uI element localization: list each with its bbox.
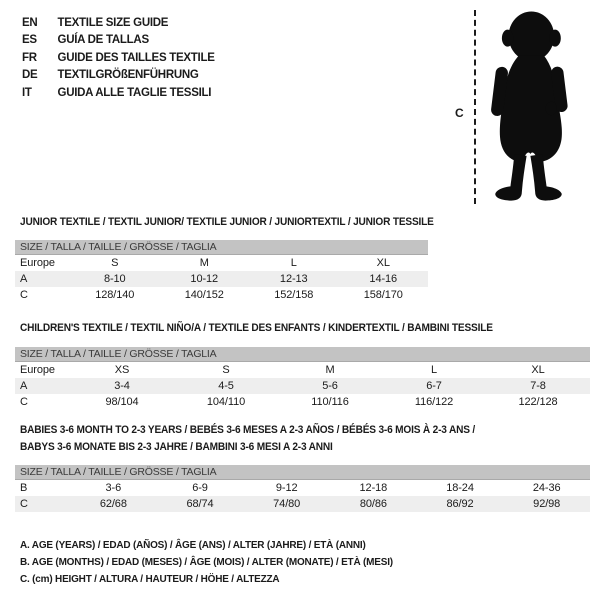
table-cell: 12-18	[359, 482, 388, 494]
baby-silhouette-icon	[481, 8, 576, 206]
section-title-line: BABIES 3-6 MONTH TO 2-3 YEARS / BEBÉS 3-6 MESES A 2-3 AÑOS / BÉBÉS 3-6 MOIS À 2-3 ANS /	[20, 424, 476, 436]
table-cell: 152/158	[274, 289, 314, 301]
table-cell: 6-9	[192, 482, 208, 494]
table-cell: 24-36	[532, 482, 561, 494]
language-row	[22, 31, 215, 49]
size-header-bar: SIZE / TALLA / TAILLE / GRÖSSE / TAGLIA	[15, 240, 428, 255]
language-title: GUIDE DES TAILLES TEXTILE	[57, 49, 215, 64]
table-row	[15, 255, 428, 271]
row-label: C	[20, 396, 28, 408]
table-row	[15, 362, 590, 378]
table-cell: 116/122	[414, 396, 454, 408]
row-label: Europe	[20, 364, 55, 376]
language-code: FR	[22, 49, 37, 64]
table-cell: 86/92	[446, 498, 474, 510]
note-age-months: B. AGE (MONTHS) / EDAD (MESES) / ÂGE (MOIS) / ALTER (MONATE) / ETÀ (MESI)	[20, 556, 393, 569]
size-header-bar: SIZE / TALLA / TAILLE / GRÖSSE / TAGLIA	[15, 347, 590, 362]
language-title: GUIDA ALLE TAGLIE TESSILI	[57, 84, 212, 99]
table-cell: 158/170	[363, 289, 403, 301]
table-cell: 74/80	[273, 498, 301, 510]
language-title: GUÍA DE TALLAS	[57, 32, 149, 47]
table-cell: 12-13	[279, 273, 308, 285]
table-cell: XS	[114, 364, 130, 376]
language-code: IT	[22, 84, 32, 99]
row-label: Europe	[20, 257, 55, 269]
table-cell: 14-16	[369, 273, 398, 285]
junior-section-title	[20, 214, 434, 231]
table-cell: XL	[531, 364, 545, 376]
section-title-line: BABYS 3-6 MONATE BIS 2-3 JAHRE / BAMBINI 3-6 MESI A 2-3 ANNI	[20, 441, 333, 453]
table-cell: 5-6	[322, 380, 338, 392]
table-cell: 3-6	[105, 482, 122, 494]
table-row	[15, 271, 428, 287]
language-code: DE	[22, 67, 38, 82]
table-cell: 10-12	[190, 273, 219, 285]
table-cell: 3-4	[114, 380, 130, 392]
table-cell: 9-12	[275, 482, 298, 494]
row-label: A	[20, 273, 28, 285]
language-row	[22, 83, 215, 101]
table-cell: 18-24	[446, 482, 474, 494]
table-cell: M	[199, 257, 209, 269]
table-cell: 6-7	[426, 380, 442, 392]
babies-size-table	[15, 465, 590, 512]
row-label: A	[20, 380, 28, 392]
section-title-line: CHILDREN'S TEXTILE / TEXTIL NIÑO/A / TEXTILE DES ENFANTS / KINDERTEXTIL / BAMBINI TESSILE	[20, 322, 493, 334]
language-row	[22, 66, 215, 84]
table-cell: M	[325, 364, 335, 376]
babies-section-title	[20, 422, 475, 456]
row-label: B	[20, 482, 28, 494]
height-measure-label: C	[455, 106, 464, 120]
table-row	[15, 394, 590, 410]
section-title-line: JUNIOR TEXTILE / TEXTIL JUNIOR/ TEXTILE JUNIOR / JUNIORTEXTIL / JUNIOR TESSILE	[20, 216, 434, 228]
row-label: C	[20, 289, 28, 301]
language-list	[22, 13, 223, 101]
language-row	[22, 48, 215, 66]
table-cell: 122/128	[518, 396, 558, 408]
language-code: EN	[22, 14, 38, 29]
table-cell: XL	[376, 257, 390, 269]
language-title: TEXTILGRÖßENFÜHRUNG	[57, 67, 199, 82]
table-cell: L	[290, 257, 297, 269]
table-cell: 7-8	[530, 380, 546, 392]
table-row	[15, 378, 590, 394]
table-cell: 4-5	[218, 380, 234, 392]
table-cell: 128/140	[95, 289, 135, 301]
table-cell: 8-10	[103, 273, 126, 285]
table-cell: 110/116	[311, 396, 349, 408]
table-cell: S	[222, 364, 230, 376]
junior-size-table	[15, 240, 428, 303]
table-row	[15, 496, 590, 512]
table-cell: 92/98	[533, 498, 561, 510]
children-section-title	[20, 320, 493, 337]
legend-notes	[20, 536, 413, 588]
table-cell: S	[111, 257, 119, 269]
height-measure-line	[474, 10, 476, 204]
size-header-bar: SIZE / TALLA / TAILLE / GRÖSSE / TAGLIA	[15, 465, 590, 480]
language-code: ES	[22, 32, 37, 47]
language-title: TEXTILE SIZE GUIDE	[57, 14, 169, 29]
table-cell: 68/74	[186, 498, 214, 510]
table-cell: 104/110	[206, 396, 246, 408]
table-cell: 62/68	[99, 498, 127, 510]
language-row	[22, 13, 215, 31]
children-size-table	[15, 347, 590, 410]
table-cell: 140/152	[184, 289, 224, 301]
table-cell: 80/86	[359, 498, 387, 510]
table-cell: 98/104	[105, 396, 139, 408]
note-height-cm: C. (cm) HEIGHT / ALTURA / HAUTEUR / HÖHE / ALTEZZA	[20, 573, 280, 586]
note-age-years: A. AGE (YEARS) / EDAD (AÑOS) / ÂGE (ANS) / ALTER (JAHRE) / ETÀ (ANNI)	[20, 538, 366, 551]
table-cell: L	[430, 364, 438, 376]
row-label: C	[20, 498, 28, 510]
table-row	[15, 287, 428, 303]
table-row	[15, 480, 590, 496]
